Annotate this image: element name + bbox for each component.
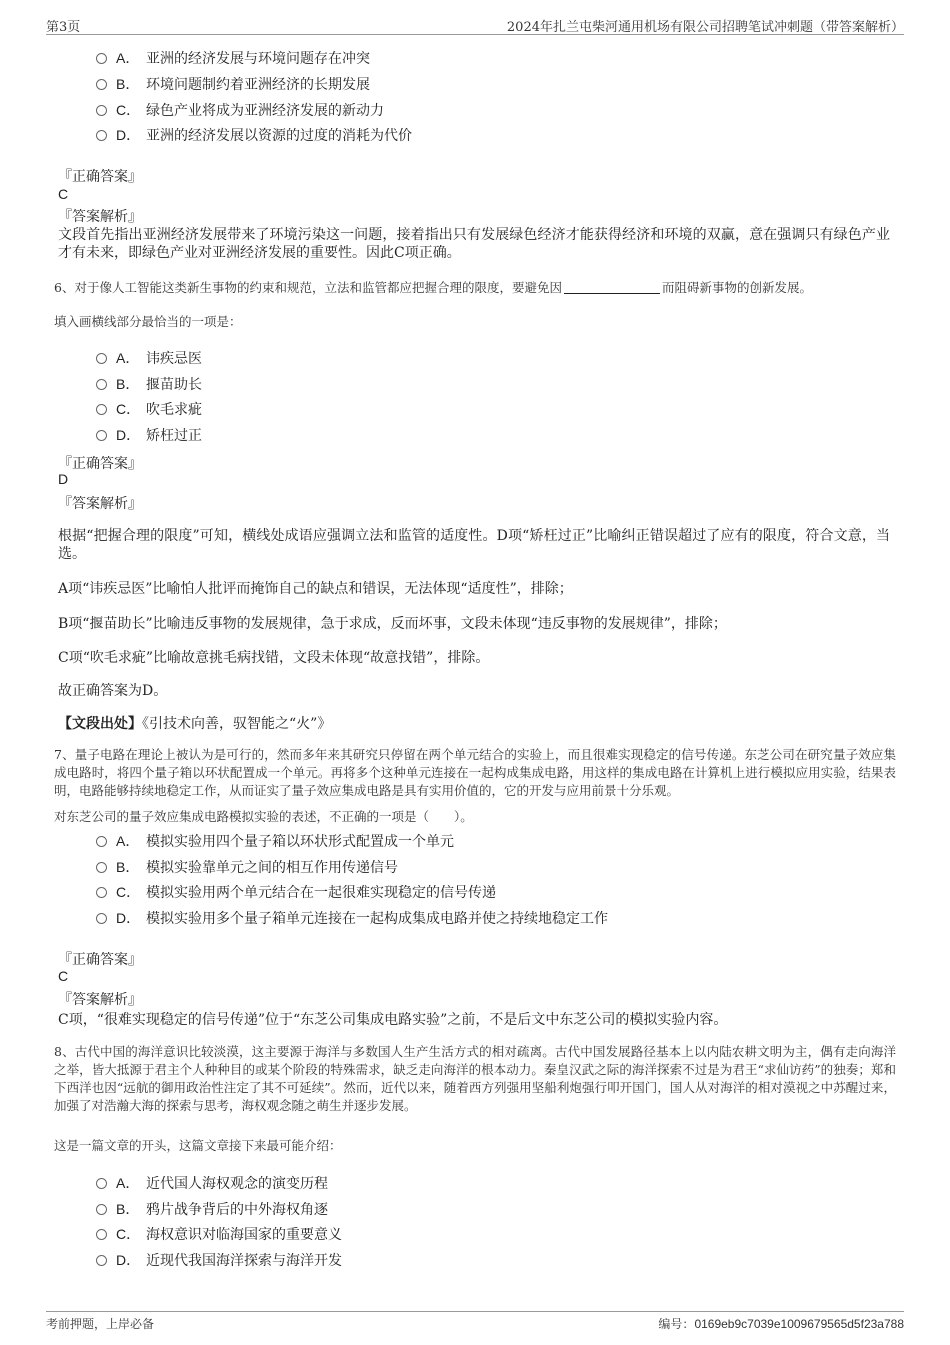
document-title: 2024年扎兰屯柴河通用机场有限公司招聘笔试冲刺题（带答案解析） — [506, 20, 904, 35]
radio-icon[interactable] — [96, 79, 107, 90]
q5-option-d[interactable]: D． 亚洲的经济发展以资源的过度的消耗为代价 — [96, 125, 412, 145]
q6-prompt: 填入画横线部分最恰当的一项是： — [54, 314, 242, 329]
q6-analysis-paragraph: 根据“把握合理的限度”可知，横线处成语应强调立法和监管的适度性。D项“矫枉过正”比喻纠正错误超过了应有的限度，符合文意，当选。 — [58, 528, 890, 562]
q6-option-d[interactable]: D． 矫枉过正 — [96, 425, 202, 445]
q5-answer-label: 『正确答案』 — [58, 169, 142, 185]
q7-prompt: 对东芝公司的量子效应集成电路模拟实验的表述，不正确的一项是（ ）。 — [54, 809, 473, 824]
radio-icon[interactable] — [96, 404, 107, 415]
q6-option-a[interactable]: A． 讳疾忌医 — [96, 348, 202, 368]
q6-analysis-paragraph: C项“吹毛求疵”比喻故意挑毛病找错，文段未体现“故意找错”，排除。 — [58, 650, 490, 666]
page-number: 第3页 — [46, 20, 81, 35]
radio-icon[interactable] — [96, 130, 107, 141]
q7-option-b[interactable]: B． 模拟实验靠单元之间的相互作用传递信号 — [96, 857, 398, 877]
q8-stem: 8、古代中国的海洋意识比较淡漠，这主要源于海洋与多数国人生产生活方式的相对疏离。古代中国发展路径基本上以内陆农耕文明为主，偶有走向海洋之举，皆大抵源于君主个人种种目的或某个阶段的特殊需求，缺乏走向海洋的根本动力。秦皇汉武之际的海洋探索不过是为君王“求仙访药”的独奏；郑和下西洋也因“远航的御用政治性注定了其不可延续”。然而，近代以来，随着西方列强用坚船利炮强行叩开国门，国人从对海洋的相对漠视之中苏醒过来，加强了对浩瀚大海的探索与思考，海权观念随之萌生并逐步发展。 — [54, 1044, 896, 1113]
q6-answer: D — [58, 471, 69, 487]
q6-analysis-label: 『答案解析』 — [58, 496, 142, 512]
q7-option-c[interactable]: C． 模拟实验用两个单元结合在一起很难实现稳定的信号传递 — [96, 882, 496, 902]
radio-icon[interactable] — [96, 1178, 107, 1189]
q7-analysis: C项，“很难实现稳定的信号传递”位于“东芝公司集成电路实验”之前，不是后文中东芝公司的模拟实验内容。 — [58, 1012, 728, 1028]
q5-analysis: 文段首先指出亚洲经济发展带来了环境污染这一问题，接着指出只有发展绿色经济才能获得经济和环境的双赢，意在强调只有绿色产业才有未来，即绿色产业对亚洲经济发展的重要性。因此C项正确。 — [58, 227, 890, 261]
q8-option-d[interactable]: D． 近现代我国海洋探索与海洋开发 — [96, 1250, 342, 1270]
q6-option-b[interactable]: B． 揠苗助长 — [96, 374, 202, 394]
q6-analysis-paragraph: 故正确答案为D。 — [58, 683, 168, 699]
document-id: 编号：0169eb9c7039e1009679565d5f23a788 — [658, 1317, 904, 1331]
q5-option-b[interactable]: B． 环境问题制约着亚洲经济的长期发展 — [96, 74, 370, 94]
radio-icon[interactable] — [96, 1229, 107, 1240]
q7-option-d[interactable]: D． 模拟实验用多个量子箱单元连接在一起构成集成电路并使之持续地稳定工作 — [96, 908, 608, 928]
q8-option-a[interactable]: A． 近代国人海权观念的演变历程 — [96, 1173, 328, 1193]
radio-icon[interactable] — [96, 353, 107, 364]
page-footer — [46, 1311, 904, 1331]
q5-analysis-label: 『答案解析』 — [58, 209, 142, 225]
radio-icon[interactable] — [96, 887, 107, 898]
q7-answer: C — [58, 968, 69, 984]
q6-source: 【文段出处】《引技术向善，驭智能之“火”》 — [58, 716, 332, 732]
radio-icon[interactable] — [96, 836, 107, 847]
q6-answer-label: 『正确答案』 — [58, 456, 142, 472]
page-header — [46, 14, 904, 35]
fill-blank — [564, 293, 660, 294]
q6-stem: 6、对于像人工智能这类新生事物的约束和规范，立法和监管都应把握合理的限度，要避免因 而阻碍新事物的创新发展。 — [54, 280, 812, 295]
radio-icon[interactable] — [96, 430, 107, 441]
q7-answer-label: 『正确答案』 — [58, 952, 142, 968]
radio-icon[interactable] — [96, 862, 107, 873]
radio-icon[interactable] — [96, 379, 107, 390]
q6-option-c[interactable]: C． 吹毛求疵 — [96, 399, 202, 419]
radio-icon[interactable] — [96, 53, 107, 64]
q6-analysis-paragraph: B项“揠苗助长”比喻违反事物的发展规律，急于求成，反而坏事，文段未体现“违反事物的发展规律”，排除； — [58, 616, 727, 632]
q8-option-b[interactable]: B． 鸦片战争背后的中外海权角逐 — [96, 1199, 328, 1219]
q8-option-c[interactable]: C． 海权意识对临海国家的重要意义 — [96, 1224, 342, 1244]
q5-option-a[interactable]: A． 亚洲的经济发展与环境问题存在冲突 — [96, 48, 370, 68]
q8-prompt: 这是一篇文章的开头，这篇文章接下来最可能介绍： — [54, 1138, 342, 1153]
q7-option-a[interactable]: A． 模拟实验用四个量子箱以环状形式配置成一个单元 — [96, 831, 454, 851]
q5-option-c[interactable]: C． 绿色产业将成为亚洲经济发展的新动力 — [96, 100, 384, 120]
q7-stem: 7、量子电路在理论上被认为是可行的，然而多年来其研究只停留在两个单元结合的实验上，而且很难实现稳定的信号传递。东芝公司在研究量子效应集成电路时，将四个量子箱以环状配置成一个单元。再将多个这种单元连接在一起构成集成电路，用这样的集成电路在计算机上进行模拟应用实验，结果表明，电路能够持续地稳定工作，从而证实了量子效应集成电路是具有实用价值的，它的开发与应用前景十分乐观。 — [54, 747, 896, 798]
radio-icon[interactable] — [96, 913, 107, 924]
radio-icon[interactable] — [96, 1204, 107, 1215]
radio-icon[interactable] — [96, 105, 107, 116]
radio-icon[interactable] — [96, 1255, 107, 1266]
q5-answer: C — [58, 186, 69, 202]
q7-analysis-label: 『答案解析』 — [58, 992, 142, 1008]
q6-analysis-paragraph: A项“讳疾忌医”比喻怕人批评而掩饰自己的缺点和错误，无法体现“适度性”，排除； — [58, 581, 573, 597]
footer-slogan: 考前押题，上岸必备 — [46, 1317, 155, 1331]
